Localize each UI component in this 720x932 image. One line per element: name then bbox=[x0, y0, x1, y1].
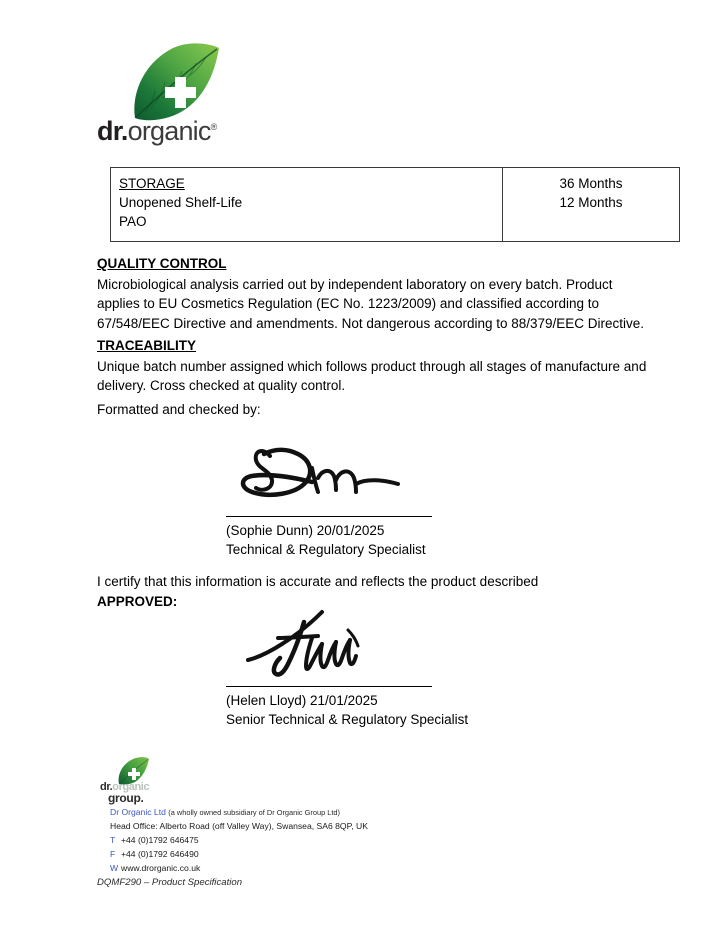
quality-control-heading: QUALITY CONTROL bbox=[97, 256, 227, 271]
fax-key-icon: F bbox=[110, 848, 116, 859]
storage-value-shelf-life: 36 Months bbox=[559, 176, 623, 191]
footer-contact-block bbox=[110, 806, 368, 876]
handwritten-signature-icon bbox=[226, 438, 426, 512]
certification-statement: I certify that this information is accurate and reflects the product described bbox=[97, 574, 539, 589]
storage-labels-cell bbox=[111, 168, 503, 242]
brand-logo bbox=[97, 42, 257, 148]
brand-wordmark-dr: dr. bbox=[97, 116, 128, 146]
footer-fax-line bbox=[110, 848, 368, 862]
storage-value-pao: 12 Months bbox=[559, 195, 623, 211]
footer-wordmark-group: group. bbox=[108, 791, 144, 805]
storage-label-pao: PAO bbox=[119, 214, 147, 230]
certification-section bbox=[97, 572, 649, 611]
telephone-key-icon: T bbox=[110, 834, 116, 845]
footer-company-line bbox=[110, 806, 368, 820]
signature-line bbox=[226, 686, 432, 687]
footer-subsidiary-note: (a wholly owned subsidiary of Dr Organic Group Ltd) bbox=[168, 808, 340, 817]
footer-telephone-line bbox=[110, 834, 368, 848]
signature-block-sophie-dunn bbox=[226, 438, 556, 559]
leaf-icon bbox=[129, 42, 221, 122]
signature-job-title: Technical & Regulatory Specialist bbox=[226, 542, 426, 558]
signature-line bbox=[226, 516, 432, 517]
signature-block-helen-lloyd bbox=[226, 608, 556, 729]
traceability-section bbox=[97, 336, 649, 396]
brand-wordmark-organic: organic bbox=[127, 116, 211, 146]
storage-heading: STORAGE bbox=[119, 176, 185, 191]
formatted-checked-by-label: Formatted and checked by: bbox=[97, 402, 261, 417]
web-key-icon: W bbox=[110, 862, 119, 873]
traceability-body: Unique batch number assigned which follows product through all stages of manufacture and delivery. Cross checked at quality control. bbox=[97, 358, 647, 394]
footer-group-logo bbox=[100, 757, 170, 805]
traceability-heading: TRACEABILITY bbox=[97, 338, 196, 353]
document-reference: DQMF290 – Product Specification bbox=[97, 877, 243, 888]
signature-name-and-date: (Sophie Dunn) 20/01/2025 bbox=[226, 523, 385, 538]
approved-label: APPROVED: bbox=[97, 593, 178, 609]
footer-wordmark-organic: organic bbox=[112, 781, 150, 793]
quality-control-body: Microbiological analysis carried out by independent laboratory on every batch. Product applies to EU Cosmetics Regulation (EC No. 1223/2009) and classified according to 67/548/EEC Directive and amendments. Not dangerous according to 88/379/EEC Directive. bbox=[97, 276, 645, 331]
footer-web-line bbox=[110, 862, 368, 876]
footer-company-name: Dr Organic Ltd bbox=[110, 807, 166, 817]
footer-web-value[interactable]: www.drorganic.co.uk bbox=[121, 862, 201, 873]
storage-values-cell bbox=[503, 168, 680, 242]
storage-table bbox=[110, 167, 680, 242]
registered-trademark-icon: ® bbox=[210, 122, 217, 132]
footer-wordmark-dr: dr. bbox=[100, 781, 113, 793]
table-row bbox=[111, 168, 680, 242]
signature-name-and-date: (Helen Lloyd) 21/01/2025 bbox=[226, 693, 378, 708]
brand-wordmark bbox=[97, 118, 216, 145]
footer-telephone-value: +44 (0)1792 646475 bbox=[121, 834, 199, 845]
footer-address: Head Office: Alberto Road (off Valley Way), Swansea, SA6 8QP, UK bbox=[110, 820, 368, 831]
handwritten-signature-icon bbox=[226, 608, 426, 682]
signature-job-title: Senior Technical & Regulatory Specialist bbox=[226, 712, 469, 728]
quality-control-section bbox=[97, 254, 649, 333]
footer-fax-value: +44 (0)1792 646490 bbox=[121, 848, 199, 859]
storage-label-shelf-life: Unopened Shelf-Life bbox=[119, 195, 243, 211]
